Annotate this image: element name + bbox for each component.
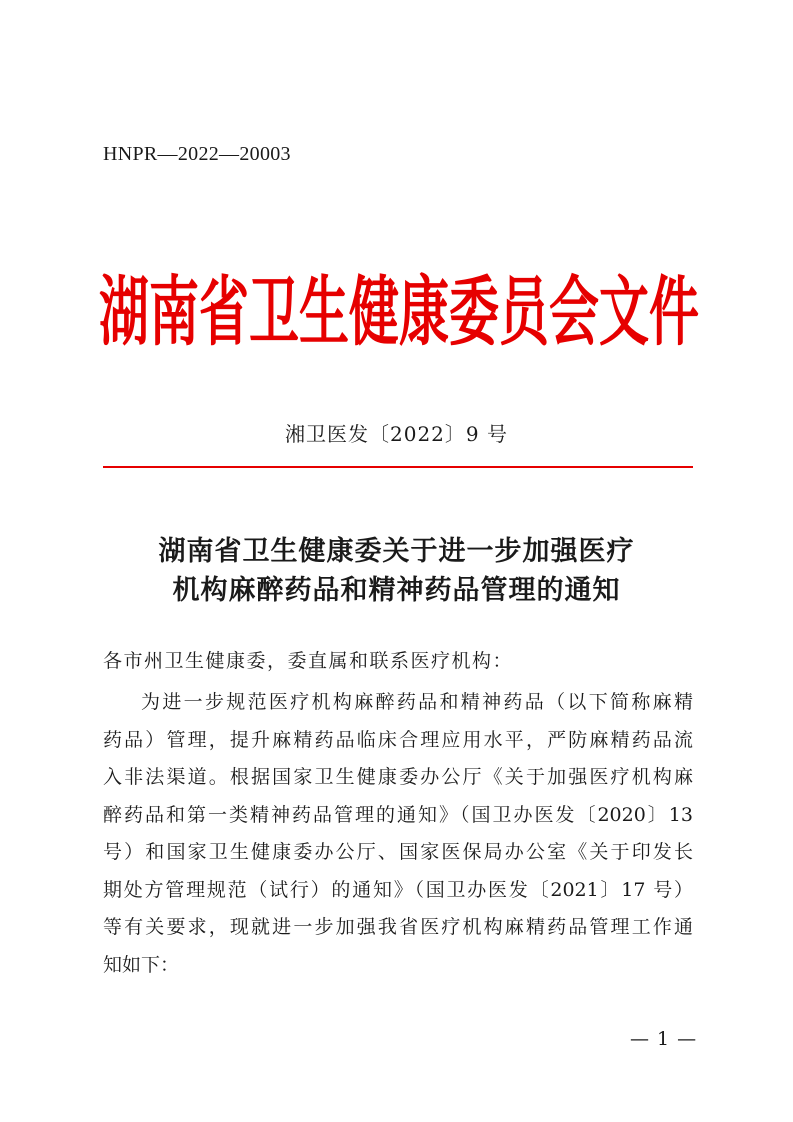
main-title-line: 湖南省卫生健康委关于进一步加强医疗 bbox=[158, 536, 635, 567]
issuer-title-text: 湖南省卫生健康委员会文件 bbox=[99, 267, 700, 357]
document-code: HNPR—2022—20003 bbox=[103, 143, 291, 165]
salutation: 各市州卫生健康委，委直属和联系医疗机构： bbox=[103, 650, 514, 672]
document-number: 湘卫医发〔2022〕9 号 bbox=[285, 422, 508, 446]
body-line: 入非法渠道。根据国家卫生健康委办公厅《关于加强医疗机构麻 bbox=[103, 766, 693, 788]
body-line: 为进一步规范医疗机构麻醉药品和精神药品（以下简称麻精 bbox=[141, 691, 693, 713]
body-line: 号）和国家卫生健康委办公厅、国家医保局办公室《关于印发长 bbox=[103, 841, 693, 863]
body-line: 期处方管理规范（试行）的通知》（国卫办医发〔2021〕17 号） bbox=[103, 878, 693, 901]
body-line: 等有关要求，现就进一步加强我省医疗机构麻精药品管理工作通 bbox=[103, 916, 693, 938]
page-number: — 1 — bbox=[630, 1028, 698, 1050]
body-line: 知如下： bbox=[103, 953, 180, 976]
body-line: 醉药品和第一类精神药品管理的通知》（国卫办医发〔2020〕13 bbox=[103, 803, 693, 826]
main-title bbox=[60, 532, 733, 610]
red-divider bbox=[103, 466, 693, 468]
issuer-title bbox=[96, 268, 702, 364]
main-title-line: 机构麻醉药品和精神药品管理的通知 bbox=[172, 575, 621, 606]
body-paragraph bbox=[103, 684, 693, 984]
body-line: 药品）管理，提升麻精药品临床合理应用水平，严防麻精药品流 bbox=[103, 728, 693, 751]
issuer-title-graphic bbox=[96, 268, 702, 364]
